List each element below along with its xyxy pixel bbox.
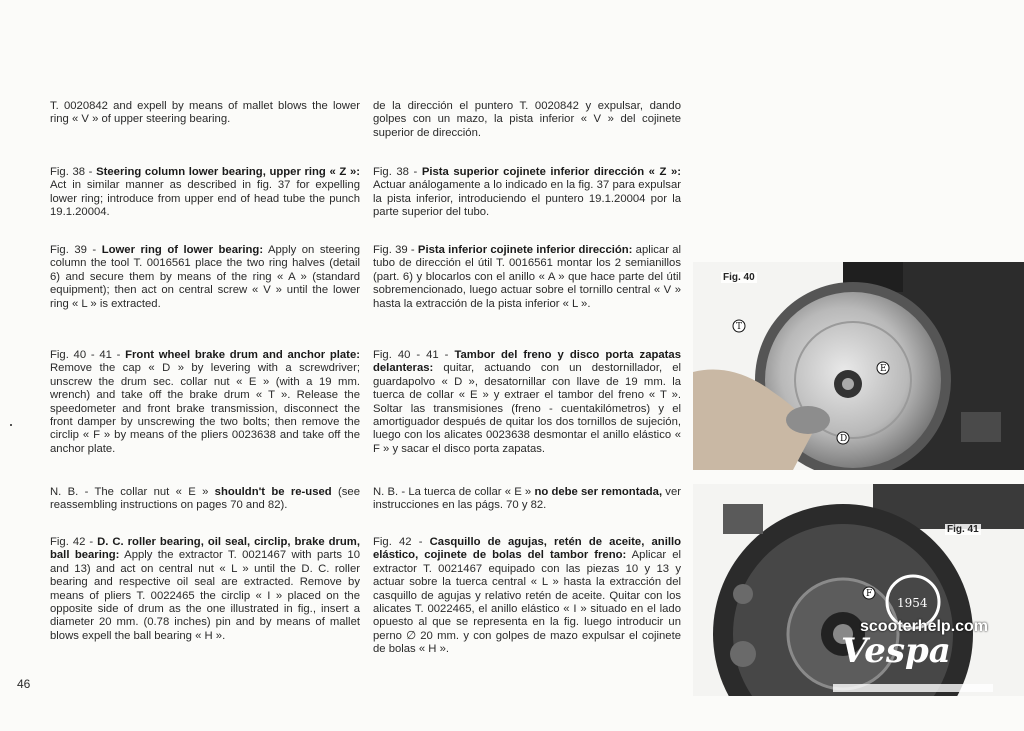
paragraph-intro-es: de la dirección el puntero T. 0020842 y expulsar, dando golpes con un mazo, la pista inferior « V » del cojinete superior de dirección.	[373, 100, 681, 139]
figure-41-photo	[693, 484, 1024, 696]
callout-d: D	[840, 434, 848, 444]
paragraph-nb: N. B. - The collar nut « E » shouldn't be re-used (see reassembling instructions on pages 70 and 82).	[50, 486, 360, 512]
paragraph-fig42: Fig. 42 - D. C. roller bearing, oil seal, circlip, brake drum, ball bearing: Apply the extractor T. 0021467 with parts 10 and 13) and act on central nut « L » until the D. C. roller bearing and respective oil seal are extracted. Remove by means of pliers T. 0022465 the circlip « I » placed on the opposite side of drum as the one illustrated in fig., insert a diameter 20 mm. (0.78 inches) pin and by means of mallet blows expell the ball bearing « H ».	[50, 536, 360, 642]
page-number: 46	[17, 677, 31, 691]
paragraph-fig38-es: Fig. 38 - Pista superior cojinete inferior dirección « Z »: Actuar análogamente a lo indicado en la fig. 37 para expulsar la pista inferior, introduciendo el puntero 19.1.20004 por la parte superior del tubo.	[373, 166, 682, 219]
callout-e: E	[880, 364, 887, 374]
paragraph-fig38: Fig. 38 - Steering column lower bearing, upper ring « Z »: Act in similar manner as described in fig. 37 for expelling lower ring; introduce from upper end of head tube the punch 19.1.20004.	[50, 166, 360, 219]
brake-drum-photo	[693, 262, 1024, 470]
callout-t: T	[736, 322, 743, 332]
paragraph-fig39: Fig. 39 - Lower ring of lower bearing: Apply on steering column the tool T. 0016561 place the two ring halves (detail 6) and secure them by means of the ring « A » (standard equipment); then act on central screw « V » until the lower ring « L » is extracted.	[50, 244, 361, 310]
watermark-year: 1954	[897, 596, 928, 610]
paragraph-intro: T. 0020842 and expell by means of mallet blows the lower ring « V » of upper steering bearing.	[50, 100, 360, 126]
paragraph-fig40-41: Fig. 40 - 41 - Front wheel brake drum and anchor plate: Remove the cap « D » by levering with a screwdriver; unscrew the drum sec. collar nut « E » (with a 19 mm. wrench) and take off the brake drum « T ». Release the speedometer and front brake transmission, disconnect the front damper by unscrewing the two bolts; then remove the circlip « F » by means of the pliers 0023638 and take off the anchor plate.	[50, 349, 360, 455]
watermark-logo: Vespa	[841, 631, 951, 671]
figure-41-label: Fig. 41	[947, 524, 979, 535]
paragraph-fig40-41-es: Fig. 40 - 41 - Tambor del freno y disco porta zapatas delanteras: quitar, actuando con un destornillador, el guardapolvo « D », desatornillar con llave de 19 mm. la tuerca de collar « E » y extraer el tambor del freno « T ». Soltar las transmisiones (freno - cuentakilómetros) y el amortiguador después de quitar los dos tornillos de sujeción, luego con los alicates 0023638 desmontar el anillo elástico « F » y sacar el disco porta zapatas.	[373, 349, 681, 455]
scan-speck	[10, 424, 12, 426]
figure-40-photo	[693, 262, 1024, 470]
callout-f: F	[866, 589, 873, 599]
figure-40-label: Fig. 40	[723, 272, 755, 283]
watermark-site-text: scooterhelp.com	[860, 618, 989, 635]
paragraph-fig42-es: Fig. 42 - Casquillo de agujas, retén de aceite, anillo elástico, cojinete de bolas del tambor freno: Aplicar el extractor T. 0021467 equipado con las piezas 10 y 13 y actuar sobre la tuerca central « L » hasta la extracción del casquillo de agujas y relativo retén de aceite. Quitar con los alicates T. 0022465, el anillo elástico « I » situado en el lado opuesto al que se representa en la fig. luego introducir un perno ∅ 20 mm. y con golpes de mazo expulsar el cojinete de bolas « H ».	[373, 536, 682, 656]
anchor-plate-photo	[693, 484, 1024, 696]
paragraph-fig39-es: Fig. 39 - Pista inferior cojinete inferior dirección: aplicar al tubo de dirección el útil T. 0016561 montar los 2 semianillos (part. 6) y blocarlos con el anillo « A » que hace parte del útil sobremencionado, luego actuar sobre el tornillo central « V » hasta la extracción de la pista inferior « L ».	[373, 244, 682, 310]
paragraph-nb-es: N. B. - La tuerca de collar « E » no debe ser remontada, ver instrucciones en las págs. 70 y 82.	[373, 486, 681, 512]
dust-cap	[786, 406, 830, 434]
